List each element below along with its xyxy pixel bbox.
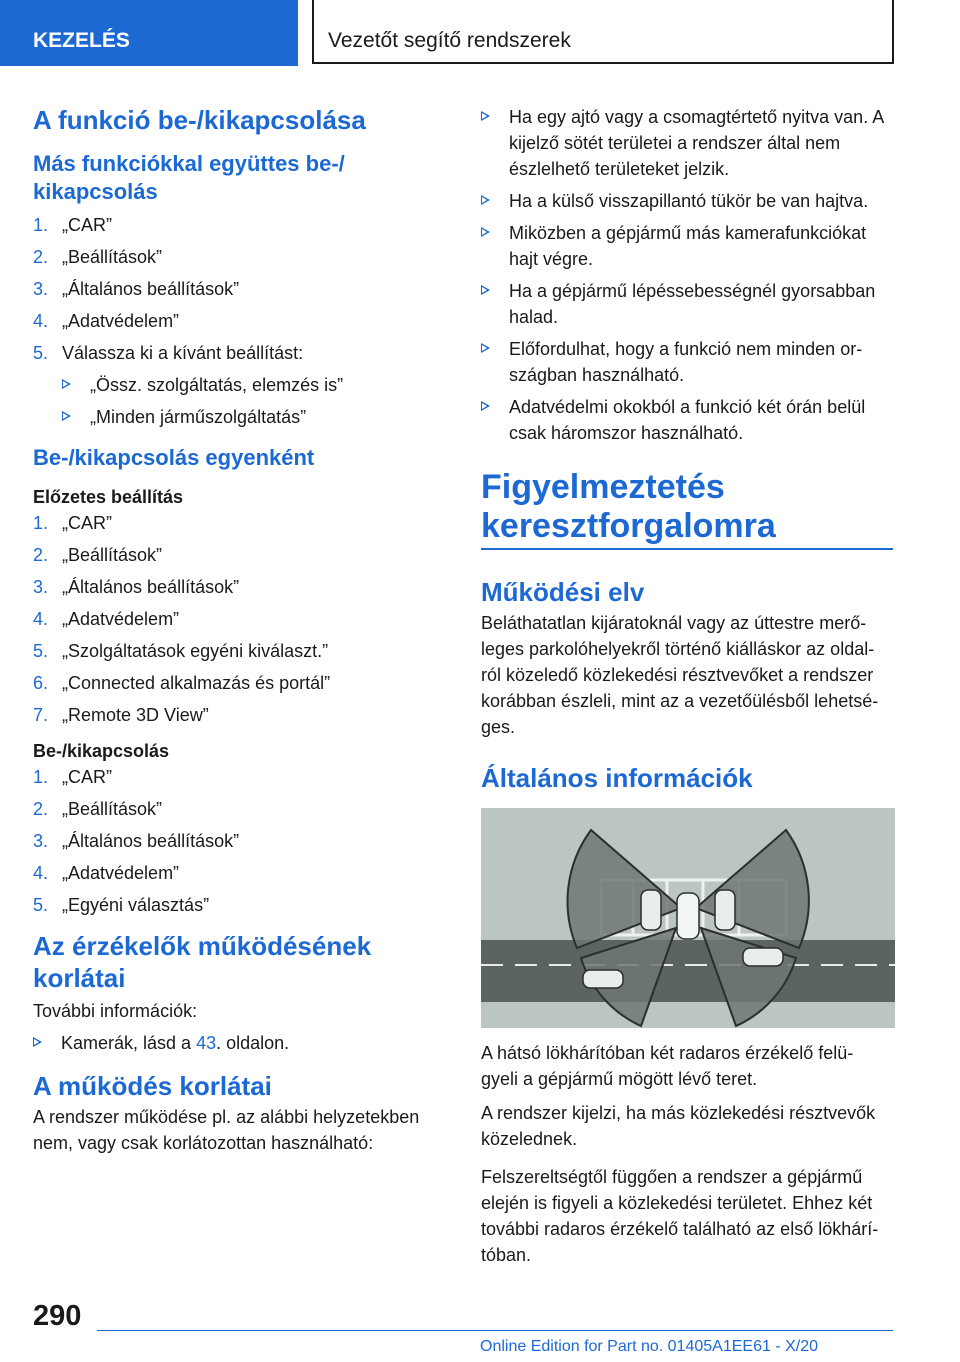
list-item: 5. „Egyéni választás”	[33, 895, 210, 915]
list-item: 4. „Adatvédelem”	[33, 609, 180, 629]
list-item: 1. „CAR”	[33, 513, 112, 533]
list-item: „Össz. szolgáltatás, elemzés is”	[33, 372, 445, 398]
left-column	[33, 104, 445, 1156]
more-info-label: További információk:	[33, 1001, 198, 1021]
heading-sensor-limits: Az érzékelők működésének korlátai	[33, 931, 372, 993]
sub-options-list	[33, 372, 445, 430]
list-item: Ha a külső visszapillantó tükör be van hajtva.	[481, 188, 893, 214]
info-paragraph-2: A rendszer kijelzi, ha más közlekedési résztvevők közelednek.	[481, 1103, 876, 1149]
heading-function-toggle: A funkció be-/kikapcsolása	[33, 105, 366, 135]
triangle-bullet-icon	[481, 401, 490, 411]
steps-list-c	[33, 764, 445, 918]
list-item: Miközben a gépjármű más kamerafunkciókat hajt végre.	[481, 220, 893, 272]
heading-toggle-with-others: Más funkciókkal együttes be-/ kikapcsolás	[33, 151, 345, 204]
triangle-bullet-icon	[481, 343, 490, 353]
list-item: 2. „Beállítások”	[33, 799, 163, 819]
list-item: 5. Válassza ki a kívánt beállítást:	[33, 343, 304, 363]
list-item: 3. „Általános beállítások”	[33, 279, 240, 299]
triangle-bullet-icon	[62, 379, 71, 389]
header-chapter: Vezetőt segítő rendszerek	[312, 0, 894, 64]
info-paragraph-1: A hátsó lökhárítóban két radaros érzékelő felü- gyeli a gépjármű mögött lévő teret.	[481, 1043, 854, 1089]
principle-paragraph: Beláthatatlan kijáratoknál vagy az úttestre merő- leges parkolóhelyekről történő kiálláskor az oldal- ról közeledő közlekedési résztvevőket a rendszer korábban észleli, mint az a vezetőülésből lehetsé- ges.	[481, 613, 879, 737]
header-section: KEZELÉS	[0, 0, 298, 66]
list-item: Előfordulhat, hogy a funkció nem minden or- szágban használható.	[481, 336, 893, 388]
limits-paragraph: A rendszer működése pl. az alábbi helyzetekben nem, vagy csak korlátozottan használható:	[33, 1107, 420, 1153]
list-item: 6. „Connected alkalmazás és portál”	[33, 673, 331, 693]
heading-principle: Működési elv	[481, 577, 645, 607]
heading-divider	[481, 548, 893, 550]
list-item: Ha a gépjármű lépéssebességnél gyorsabban halad.	[481, 278, 893, 330]
list-item: 3. „Általános beállítások”	[33, 831, 240, 851]
list-item: 4. „Adatvédelem”	[33, 863, 180, 883]
list-item: 3. „Általános beállítások”	[33, 577, 240, 597]
cross-traffic-illustration	[481, 808, 895, 1028]
heading-cross-traffic: Figyelmeztetés keresztforgalomra	[481, 468, 776, 545]
steps-list-a	[33, 212, 445, 366]
list-item: 2. „Beállítások”	[33, 247, 163, 267]
heading-general-info: Általános információk	[481, 763, 753, 793]
list-item: „Minden járműszolgáltatás”	[33, 404, 445, 430]
list-item: 1. „CAR”	[33, 215, 112, 235]
right-column	[481, 104, 893, 1268]
footer-divider	[97, 1330, 893, 1331]
triangle-bullet-icon	[481, 195, 490, 205]
heading-preset: Előzetes beállítás	[33, 487, 184, 507]
steps-list-b	[33, 510, 445, 728]
page-number: 290	[33, 1300, 82, 1332]
triangle-bullet-icon	[33, 1037, 42, 1047]
list-item: 5. „Szolgáltatások egyéni kiválaszt.”	[33, 641, 329, 661]
info-paragraph-3: Felszereltségtől függően a rendszer a gépjármű elején is figyeli a közlekedési területet. Ehhez két további radaros érzékelő található az első lökhárí- tóban.	[481, 1167, 879, 1265]
camera-reference-list	[33, 1030, 445, 1056]
list-item: Kamerák, lásd a 43. oldalon.	[33, 1030, 445, 1056]
triangle-bullet-icon	[481, 285, 490, 295]
heading-function-limits: A működés korlátai	[33, 1071, 272, 1101]
list-item: 4. „Adatvédelem”	[33, 311, 180, 331]
heading-individual-toggle: Be-/kikapcsolás egyenként	[33, 445, 315, 470]
triangle-bullet-icon	[481, 111, 490, 121]
list-item: 1. „CAR”	[33, 767, 112, 787]
page-link[interactable]: 43	[196, 1033, 217, 1053]
list-item: Adatvédelmi okokból a funkció két órán belül csak háromszor használható.	[481, 394, 893, 446]
triangle-bullet-icon	[481, 227, 490, 237]
list-item: 2. „Beállítások”	[33, 545, 163, 565]
list-item: 7. „Remote 3D View”	[33, 705, 209, 725]
heading-toggle: Be-/kikapcsolás	[33, 741, 170, 761]
limits-list	[481, 104, 893, 446]
triangle-bullet-icon	[62, 411, 71, 421]
footer-edition: Online Edition for Part no. 01405A1EE61 - X/20	[480, 1338, 818, 1355]
list-item: Ha egy ajtó vagy a csomagtértető nyitva van. A kijelző sötét területei a rendszer által nem észlelhető területeket jelzik.	[481, 104, 893, 182]
